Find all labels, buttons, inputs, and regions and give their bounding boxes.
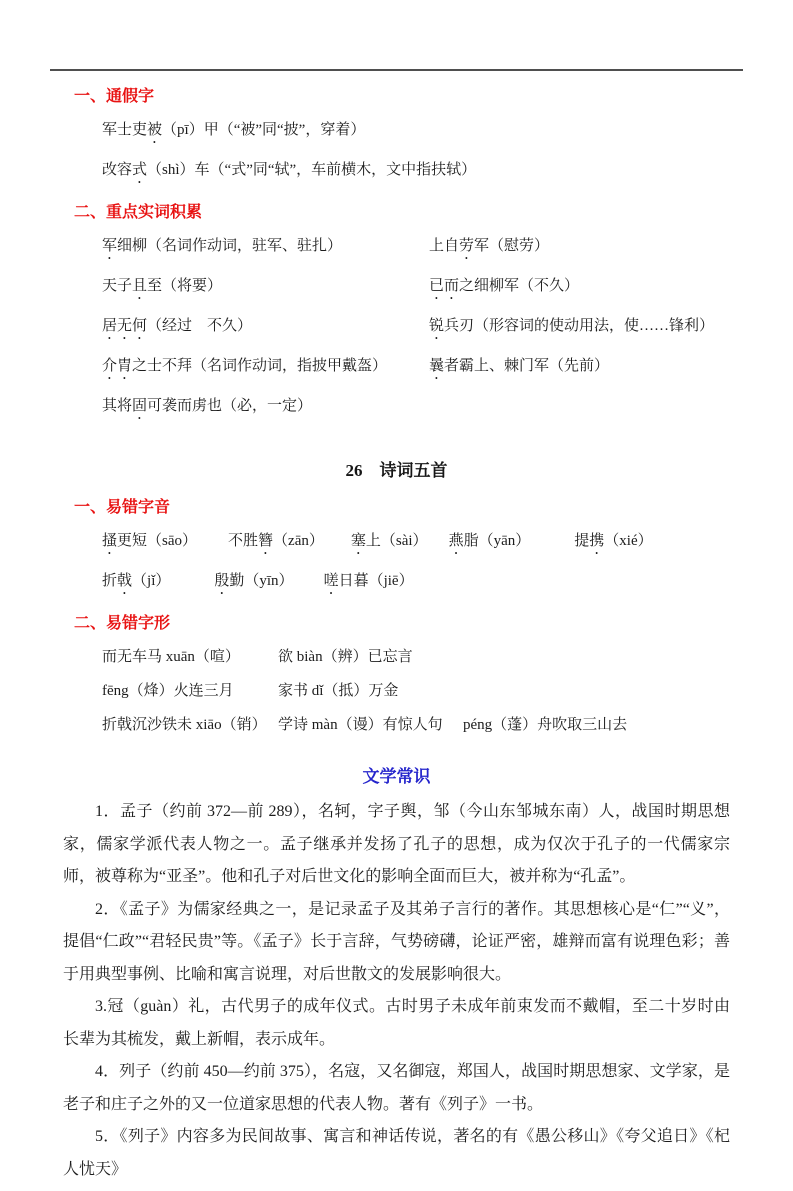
emphasized-text: 塞 [350,533,366,549]
zixing-row [102,647,730,668]
entry-line [102,316,429,343]
text-segment: （shì）车（“式”同“轼”，车前横木，文中指扶轼） [147,162,477,178]
paragraph: 2．《孟子》为儒家经典之一，是记录孟子及其弟子言行的著作。其思想核心是“仁”“义”，提倡“仁政”“君轻民贵”等。《孟子》长于言辞，气势磅礴，论证严密，雄辩而富有说理色彩；善于用典型事例、比喻和寓言说理，对后世散文的发展影响很大。 [63,900,730,983]
emphasized-text: 戟 [117,573,133,589]
emphasized-text: 殷 [214,573,230,589]
paragraph: 4．列子（约前 450—约前 375），名寇，又名御寇，郑国人，战国时期思想家、文学家，是老子和庄子之外的又一位道家思想的代表人物。著有《列子》一书。 [63,1063,730,1113]
zixing-item: 折戟沉沙铁未 xiāo（销） [102,717,267,733]
text-segment: 之士不拜（名词作动词，指披甲戴盔） [132,358,388,374]
emphasized-text: 簪 [258,533,274,549]
pinyin-item [102,571,170,598]
text-segment: 不胜 [228,533,259,549]
section-heading-tongjiazi: 一、通假字 [74,88,155,105]
zixing-item: 家书 dǐ（抵）万金 [278,683,399,699]
section-heading-zixing: 二、易错字形 [74,615,171,632]
shici-left-column [102,223,429,423]
entry-line [429,276,730,303]
header-rule [50,69,743,71]
zixing-item: 学诗 màn（谩）有惊人句 [278,717,443,733]
entry-line [102,160,730,187]
shici-right-column [429,223,730,423]
paragraph: 5．《列子》内容多为民间故事、寓言和神话传说，著名的有《愚公移山》《夸父追日》《杞人忧天》 [63,1128,730,1178]
text-segment: 天子 [102,278,133,294]
text-segment: 脂（yān） [463,533,531,549]
text-segment: （经过 不久） [147,318,253,334]
emphasized-text: 锐 [429,318,445,334]
pinyin-item [214,571,293,598]
pinyin-item [574,531,652,558]
emphasized-text: 且 [132,278,148,294]
paragraph: 1．孟子（约前 372—前 289），名轲，字子舆，邹（今山东邹城东南）人，战国时期思想家，儒家学派代表人物之一。孟子继承并发扬了孔子的思想，成为仅次于孔子的一代儒家宗师，被尊称为“亚圣”。他和孔子对后世文化的影响全面而巨大，被并称为“孔孟”。 [63,803,730,885]
emphasized-text: 燕 [448,533,464,549]
emphasized-text: 搔 [102,533,118,549]
text-segment: 军士吏 [102,122,148,138]
emphasized-text: 嗟 [323,573,339,589]
paragraph: 3.冠（guàn）礼，古代男子的成年仪式。古时男子未成年前束发而不戴帽，至二十岁时由长辈为其梳发，戴上新帽，表示成年。 [63,998,730,1048]
emphasized-text: 介胄 [102,358,133,374]
text-segment: （pī）甲（“被”同“披”，穿着） [162,122,366,138]
text-segment: 提 [574,533,590,549]
text-segment: 兵刃（形容词的使动用法，使……锋利） [444,318,715,334]
zixing-item: fēng（烽）火连三月 [102,683,234,699]
text-segment: 折 [102,573,118,589]
pinyin-item [228,531,324,558]
text-segment: （zān） [273,533,324,549]
document-page [0,69,793,1191]
text-segment: 更短（sāo） [117,533,198,549]
text-segment: 可袭而虏也（必，一定） [147,398,313,414]
emphasized-text: 已而 [429,278,460,294]
entry-line [102,276,429,303]
emphasized-text: 劳 [459,238,475,254]
pinyin-item [324,571,414,598]
section-zixing [63,614,730,736]
pinyin-row [102,571,730,598]
zixing-row [102,681,730,702]
zixing-item: 而无车马 xuān（喧） [102,649,240,665]
entry-line [102,356,429,383]
section-wenxue [63,766,730,1186]
emphasized-text: 固 [132,398,148,414]
text-segment: 上自 [429,238,460,254]
zixing-item: péng（蓬）舟吹取三山去 [463,717,628,733]
text-segment: 日暮（jiē） [338,573,414,589]
zixing-item: 欲 biàn（辨）已忘言 [278,649,413,665]
emphasized-text: 居无何 [102,318,148,334]
zixing-row [102,715,730,736]
pinyin-item [102,531,197,558]
emphasized-text: 军 [102,238,118,254]
section-ziyin [63,498,730,598]
lesson-title: 26 诗词五首 [345,461,448,480]
text-segment: 军（慰劳） [474,238,550,254]
pinyin-item [351,531,428,558]
text-segment: 之细柳军（不久） [459,278,580,294]
text-segment: 勤（yīn） [229,573,294,589]
text-segment: （jǐ） [132,573,171,589]
entry-line [102,120,730,147]
emphasized-text: 携 [589,533,605,549]
text-segment: 细柳（名词作动词，驻军、驻扎） [117,238,343,254]
entry-line [102,236,429,263]
entry-line [429,236,730,263]
entry-line [102,396,429,423]
section-heading-ziyin: 一、易错字音 [74,499,171,516]
text-segment: 其将 [102,398,133,414]
text-segment: 者霸上、棘门军（先前） [444,358,610,374]
emphasized-text: 曩 [429,358,445,374]
emphasized-text: 式 [132,162,148,178]
pinyin-item [449,531,531,558]
shici-columns [63,223,730,423]
text-segment: 上（sài） [365,533,428,549]
entry-line [429,316,730,343]
section-tongjiazi [63,87,730,187]
literary-knowledge-heading: 文学常识 [362,767,431,786]
section-shici [63,203,730,423]
text-segment: 改容 [102,162,133,178]
section-heading-shici: 二、重点实词积累 [74,204,203,221]
text-segment: 至（将要） [147,278,223,294]
pinyin-row [102,531,730,558]
text-segment: （xié） [604,533,653,549]
entry-line [429,356,730,383]
emphasized-text: 被 [147,122,163,138]
